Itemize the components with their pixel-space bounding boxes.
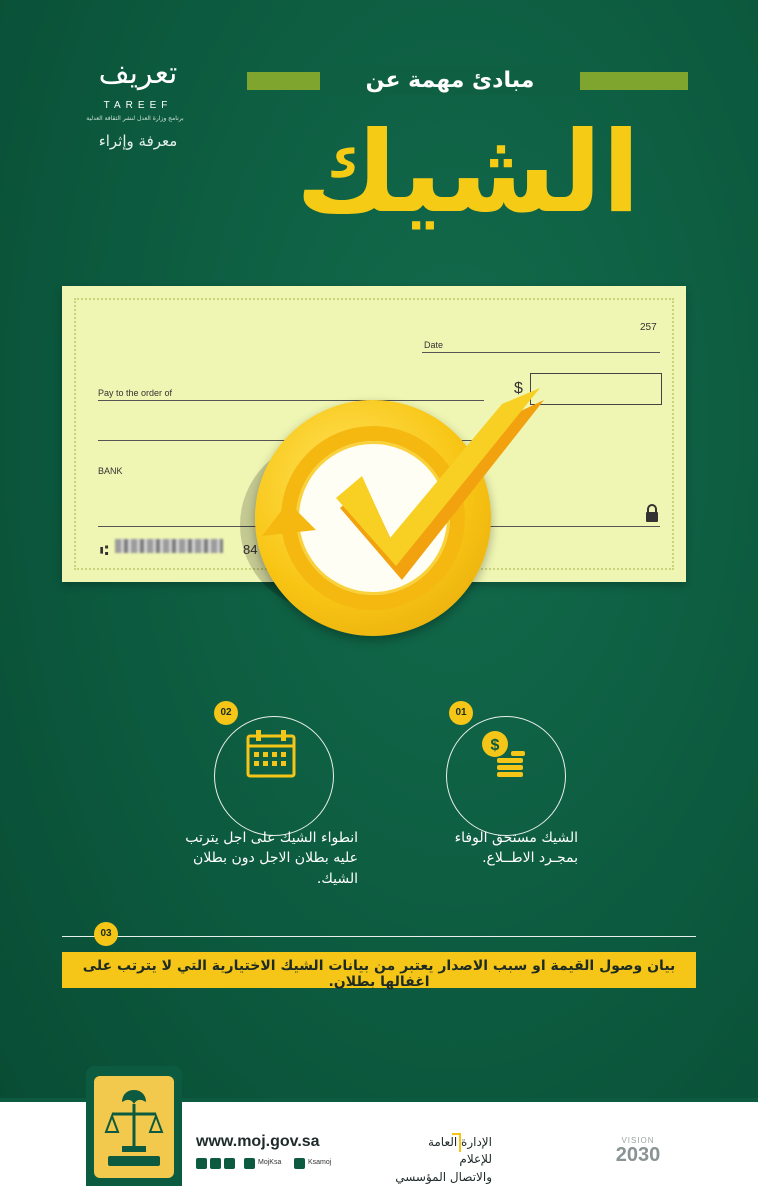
cheque-date-line <box>422 352 660 353</box>
item-02-text <box>160 828 358 889</box>
media-line-2: والاتصال المؤسسي <box>395 1169 492 1184</box>
vision-2030-logo: 2030 <box>615 1144 661 1166</box>
item-03-text: بيان وصول القيمة او سبب الاصدار يعتبر من بيانات الشيك الاختيارية التي لا يترتب على اغفالها بطلان. <box>82 958 676 990</box>
item-01-line-1: الشيك مستحق الوفاء <box>454 830 578 846</box>
coins-icon <box>477 726 533 782</box>
snapchat-icon[interactable] <box>224 1158 235 1169</box>
vision-label: VISION <box>621 1136 655 1145</box>
page-title: الشيك <box>295 108 641 238</box>
scales-of-justice-icon <box>102 1084 166 1170</box>
item-01-line-2: بمجـرد الاطــلاع. <box>482 850 578 867</box>
item-02-badge: 02 <box>214 701 238 725</box>
website-link[interactable]: www.moj.gov.sa <box>196 1133 320 1150</box>
media-line-1: الإدارة العامة للإعلام <box>427 1135 492 1167</box>
checkmark-icon <box>240 380 560 640</box>
social-handle-2: Ksamoj <box>308 1159 332 1166</box>
item-03-rule <box>62 936 696 937</box>
item-01-badge: 01 <box>449 701 473 725</box>
tareef-subtitle: برنامج وزارة العدل لنشر الثقافة العدلية <box>86 115 184 122</box>
tareef-logo-arabic: تعريف <box>98 56 178 91</box>
tareef-tagline: معرفة وإثراء <box>98 132 178 150</box>
item-01-text <box>404 828 578 869</box>
social-handle-1: MojKsa <box>258 1159 282 1166</box>
youtube-icon[interactable] <box>294 1158 305 1169</box>
tareef-logo-english: TAREEF <box>103 100 173 111</box>
media-department <box>392 1134 492 1186</box>
linkedin-icon[interactable] <box>244 1158 255 1169</box>
page-subtitle: مبادئ مهمة عن <box>320 66 580 95</box>
item-03-badge: 03 <box>94 922 118 946</box>
media-bracket-icon <box>450 1132 462 1154</box>
cheque-currency-symbol: $ <box>514 380 523 397</box>
cheque-bank-label: BANK <box>98 466 123 476</box>
item-02-line-1: انطواء الشيك على اجل يترتب <box>185 830 358 846</box>
calendar-icon <box>243 726 299 782</box>
twitter-icon[interactable] <box>196 1158 207 1169</box>
cheque-pay-label: Pay to the order of <box>98 388 173 398</box>
item-02-line-3: الشيك. <box>316 870 358 887</box>
cheque-account-tail: 84 <box>243 542 258 557</box>
cheque-date-label: Date <box>424 340 444 350</box>
micr-symbol: ⑆ <box>100 542 109 558</box>
social-bar <box>196 1158 356 1172</box>
svg-text:$: $ <box>490 737 500 754</box>
instagram-icon[interactable] <box>210 1158 221 1169</box>
item-02-line-2: عليه بطلان الاجل دون بطلان <box>193 850 358 867</box>
cheque-number: 257 <box>640 322 657 333</box>
lock-icon <box>644 503 660 523</box>
blurred-account-number <box>115 539 223 553</box>
